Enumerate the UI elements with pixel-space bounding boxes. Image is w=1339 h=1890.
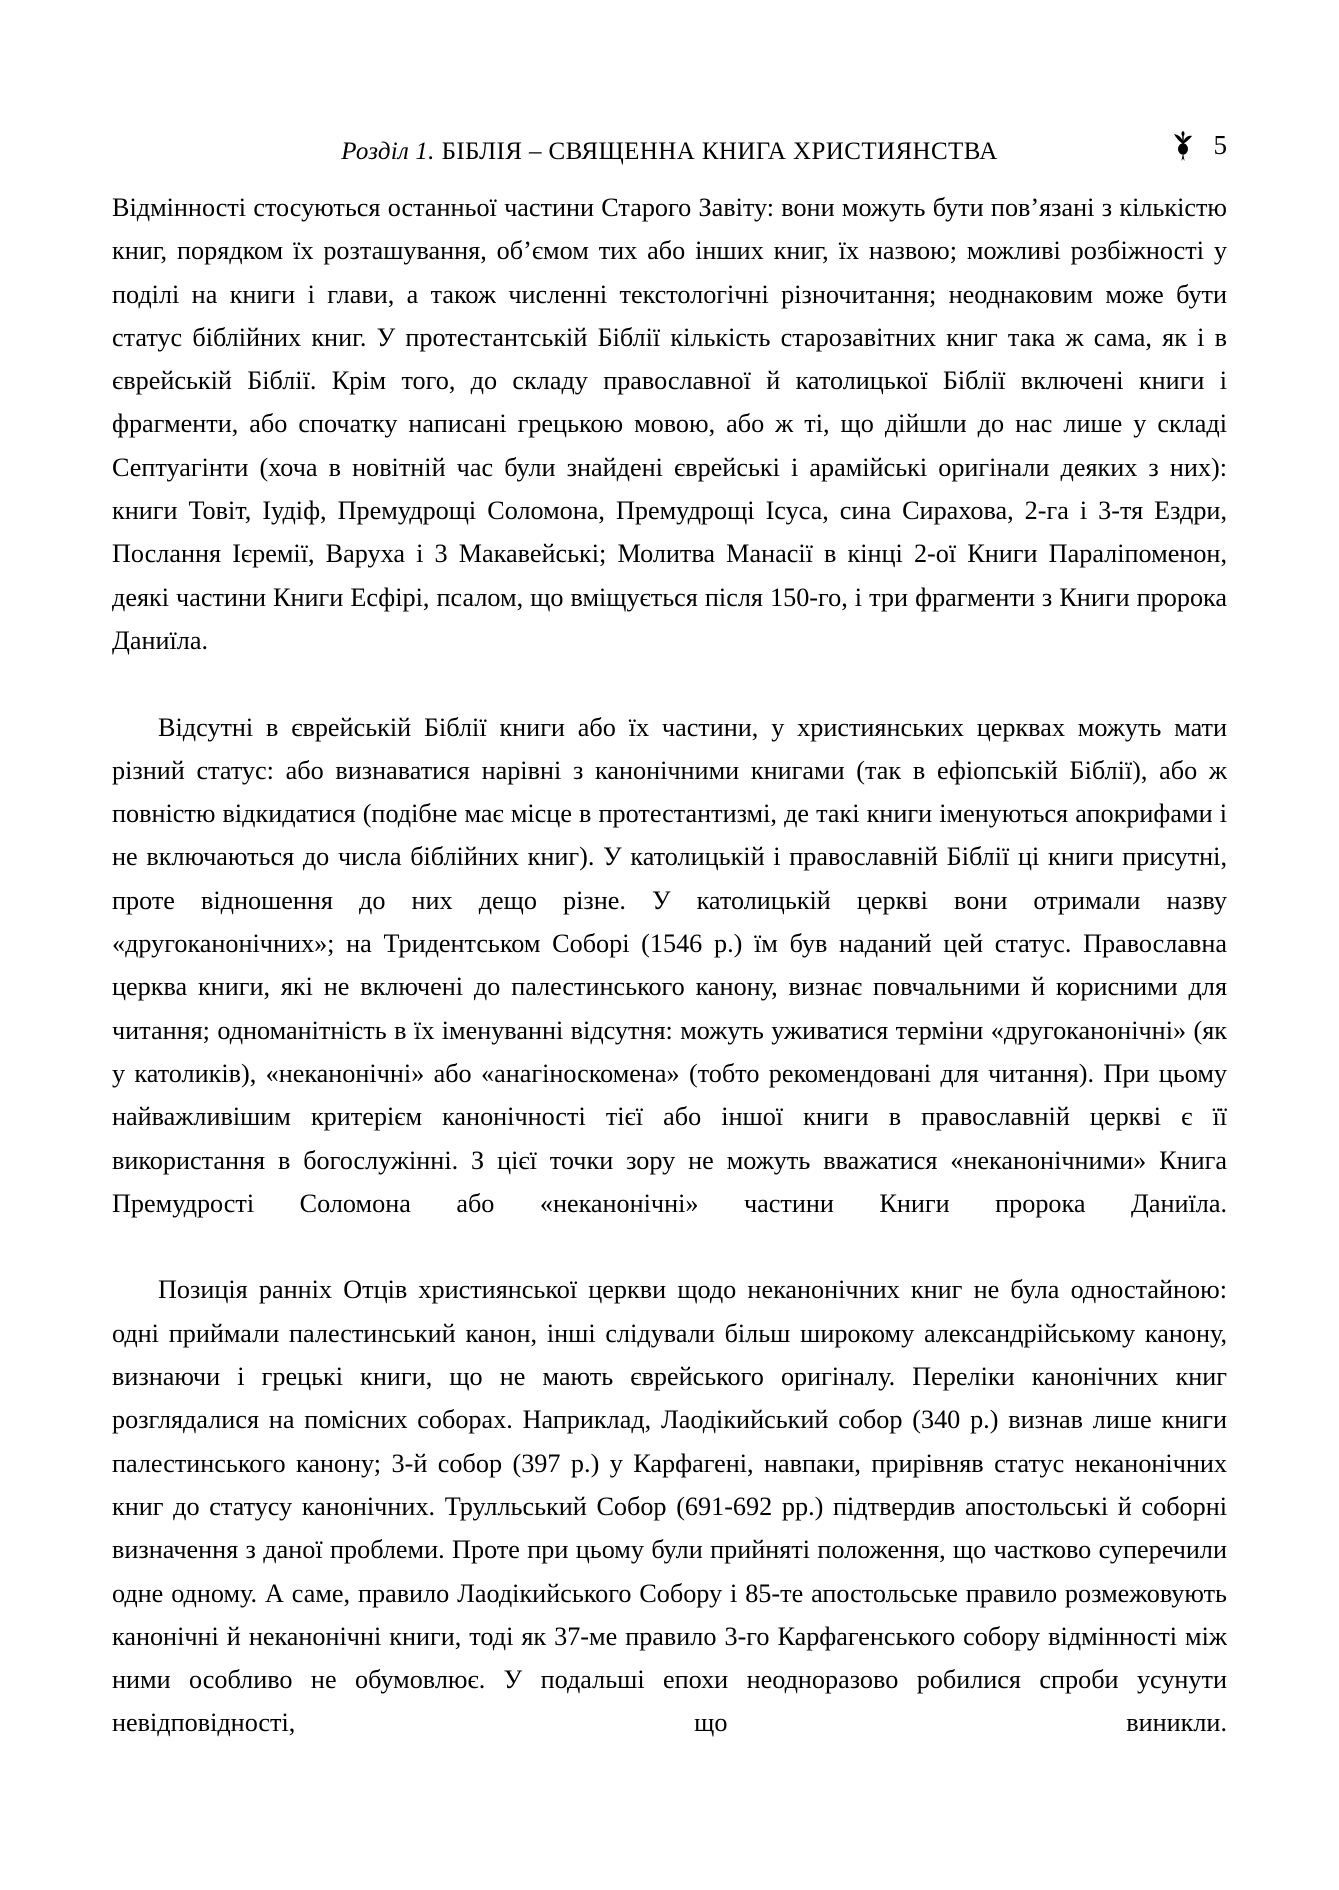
paragraph-2: Відсутні в єврейській Біблії книги або їх частини, у християнських церквах можуть мати різний статус: або визнаватися нарівні з канонічними книгами (так в ефіопській Біблії), або ж повністю відкидатися (подібне має місце в протестантизмі, де такі книги іменуються апокрифами і не включаються до числа біблійних книг). У католицькій і православній Біблії ці книги присутні, проте відношення до них дещо різне. У католицькій церкві вони отримали назву «другоканонічних»; на Тридентськом Соборі (1546 р.) їм був наданий цей статус. Православна церква книги, які не включені до палестинського канону, визнає повчальними й корисними для читання; одноманітність в їх іменуванні відсутня: можуть уживатися терміни «другоканонічні» (як у католиків), «неканонічні» або «анагіноскомена» (тобто рекомендовані для читання). При цьому найважливішим критерієм канонічності тієї або іншої книги в православній церкві є її використання в богослужінні. З цієї точки зору не можуть вважатися «неканонічними» Книга Премудрості Соломона або «неканонічні» частини Книги пророка Даниїла.: [112, 712, 1227, 1218]
running-head-title: БІБЛІЯ – СВЯЩЕННА КНИГА ХРИСТИЯНСТВА: [441, 138, 998, 165]
paragraph-3: Позиція ранніх Отців християнської церкви щодо неканонічних книг не була одностайною: одні приймали палестинський канон, інші слідували більш широкому александрійському канону, визнаючи і грецькі книги, що не мають єврейського оригіналу. Переліки канонічних книг розглядалися на помісних соборах. Наприклад, Лаодікийський собор (340 р.) визнав лише книги палестинського канону; 3-й собор (397 р.) у Карфагені, навпаки, прирівняв статус неканонічних книг до статусу канонічних. Трулльський Собор (691-692 рр.) підтвердив апостольські й соборні визначення з даної проблеми. Проте при цьому були прийняті положення, що частково суперечили одне одному. А саме, правило Лаодікийського Собору і 85-те апостольське правило розмежовують канонічні й неканонічні книги, тоді як 37-ме правило 3-го Карфагенського собору відмінності між ними особливо не обумовлює. У подальші епохи неодноразово робилися спроби усунути невідповідності, що виникли.: [112, 1275, 1227, 1738]
page-number: 5: [1213, 129, 1227, 160]
floral-bud-ornament-icon: [1170, 128, 1196, 162]
running-head-inner: [341, 138, 997, 166]
body-text: [112, 186, 1227, 1788]
folio-group: [1170, 128, 1228, 162]
running-head: [112, 138, 1227, 172]
paragraph-1: Відмінності стосуються останньої частини Старого Завіту: вони можуть бути пов’язані з кількістю книг, порядком їх розташування, об’ємом тих або інших книг, їх назвою; можливі розбіжності у поділі на книги і глави, а також численні текстологічні різночитання; неоднаковим може бути статус біблійних книг. У протестантській Біблії кількість старозавітних книг така ж сама, як і в єврейській Біблії. Крім того, до складу православної й католицької Біблії включені книги і фрагменти, або спочатку написані грецькою мовою, або ж ті, що дійшли до нас лише у складі Септуагінти (хоча в новітній час були знайдені єврейські і арамійські оригінали деяких з них): книги Товіт, Іудіф, Премудрощі Соломона, Премудрощі Ісуса, сина Сирахова, 2-га і 3-тя Ездри, Послання Ієремії, Варуха і 3 Макавейські; Молитва Манасії в кінці 2-ої Книги Параліпоменон, деякі частини Книги Есфірі, псалом, що вміщується після 150-го, і три фрагменти з Книги пророка Даниїла.: [112, 193, 1227, 655]
running-head-chapter-label: Розділ 1.: [341, 138, 435, 165]
